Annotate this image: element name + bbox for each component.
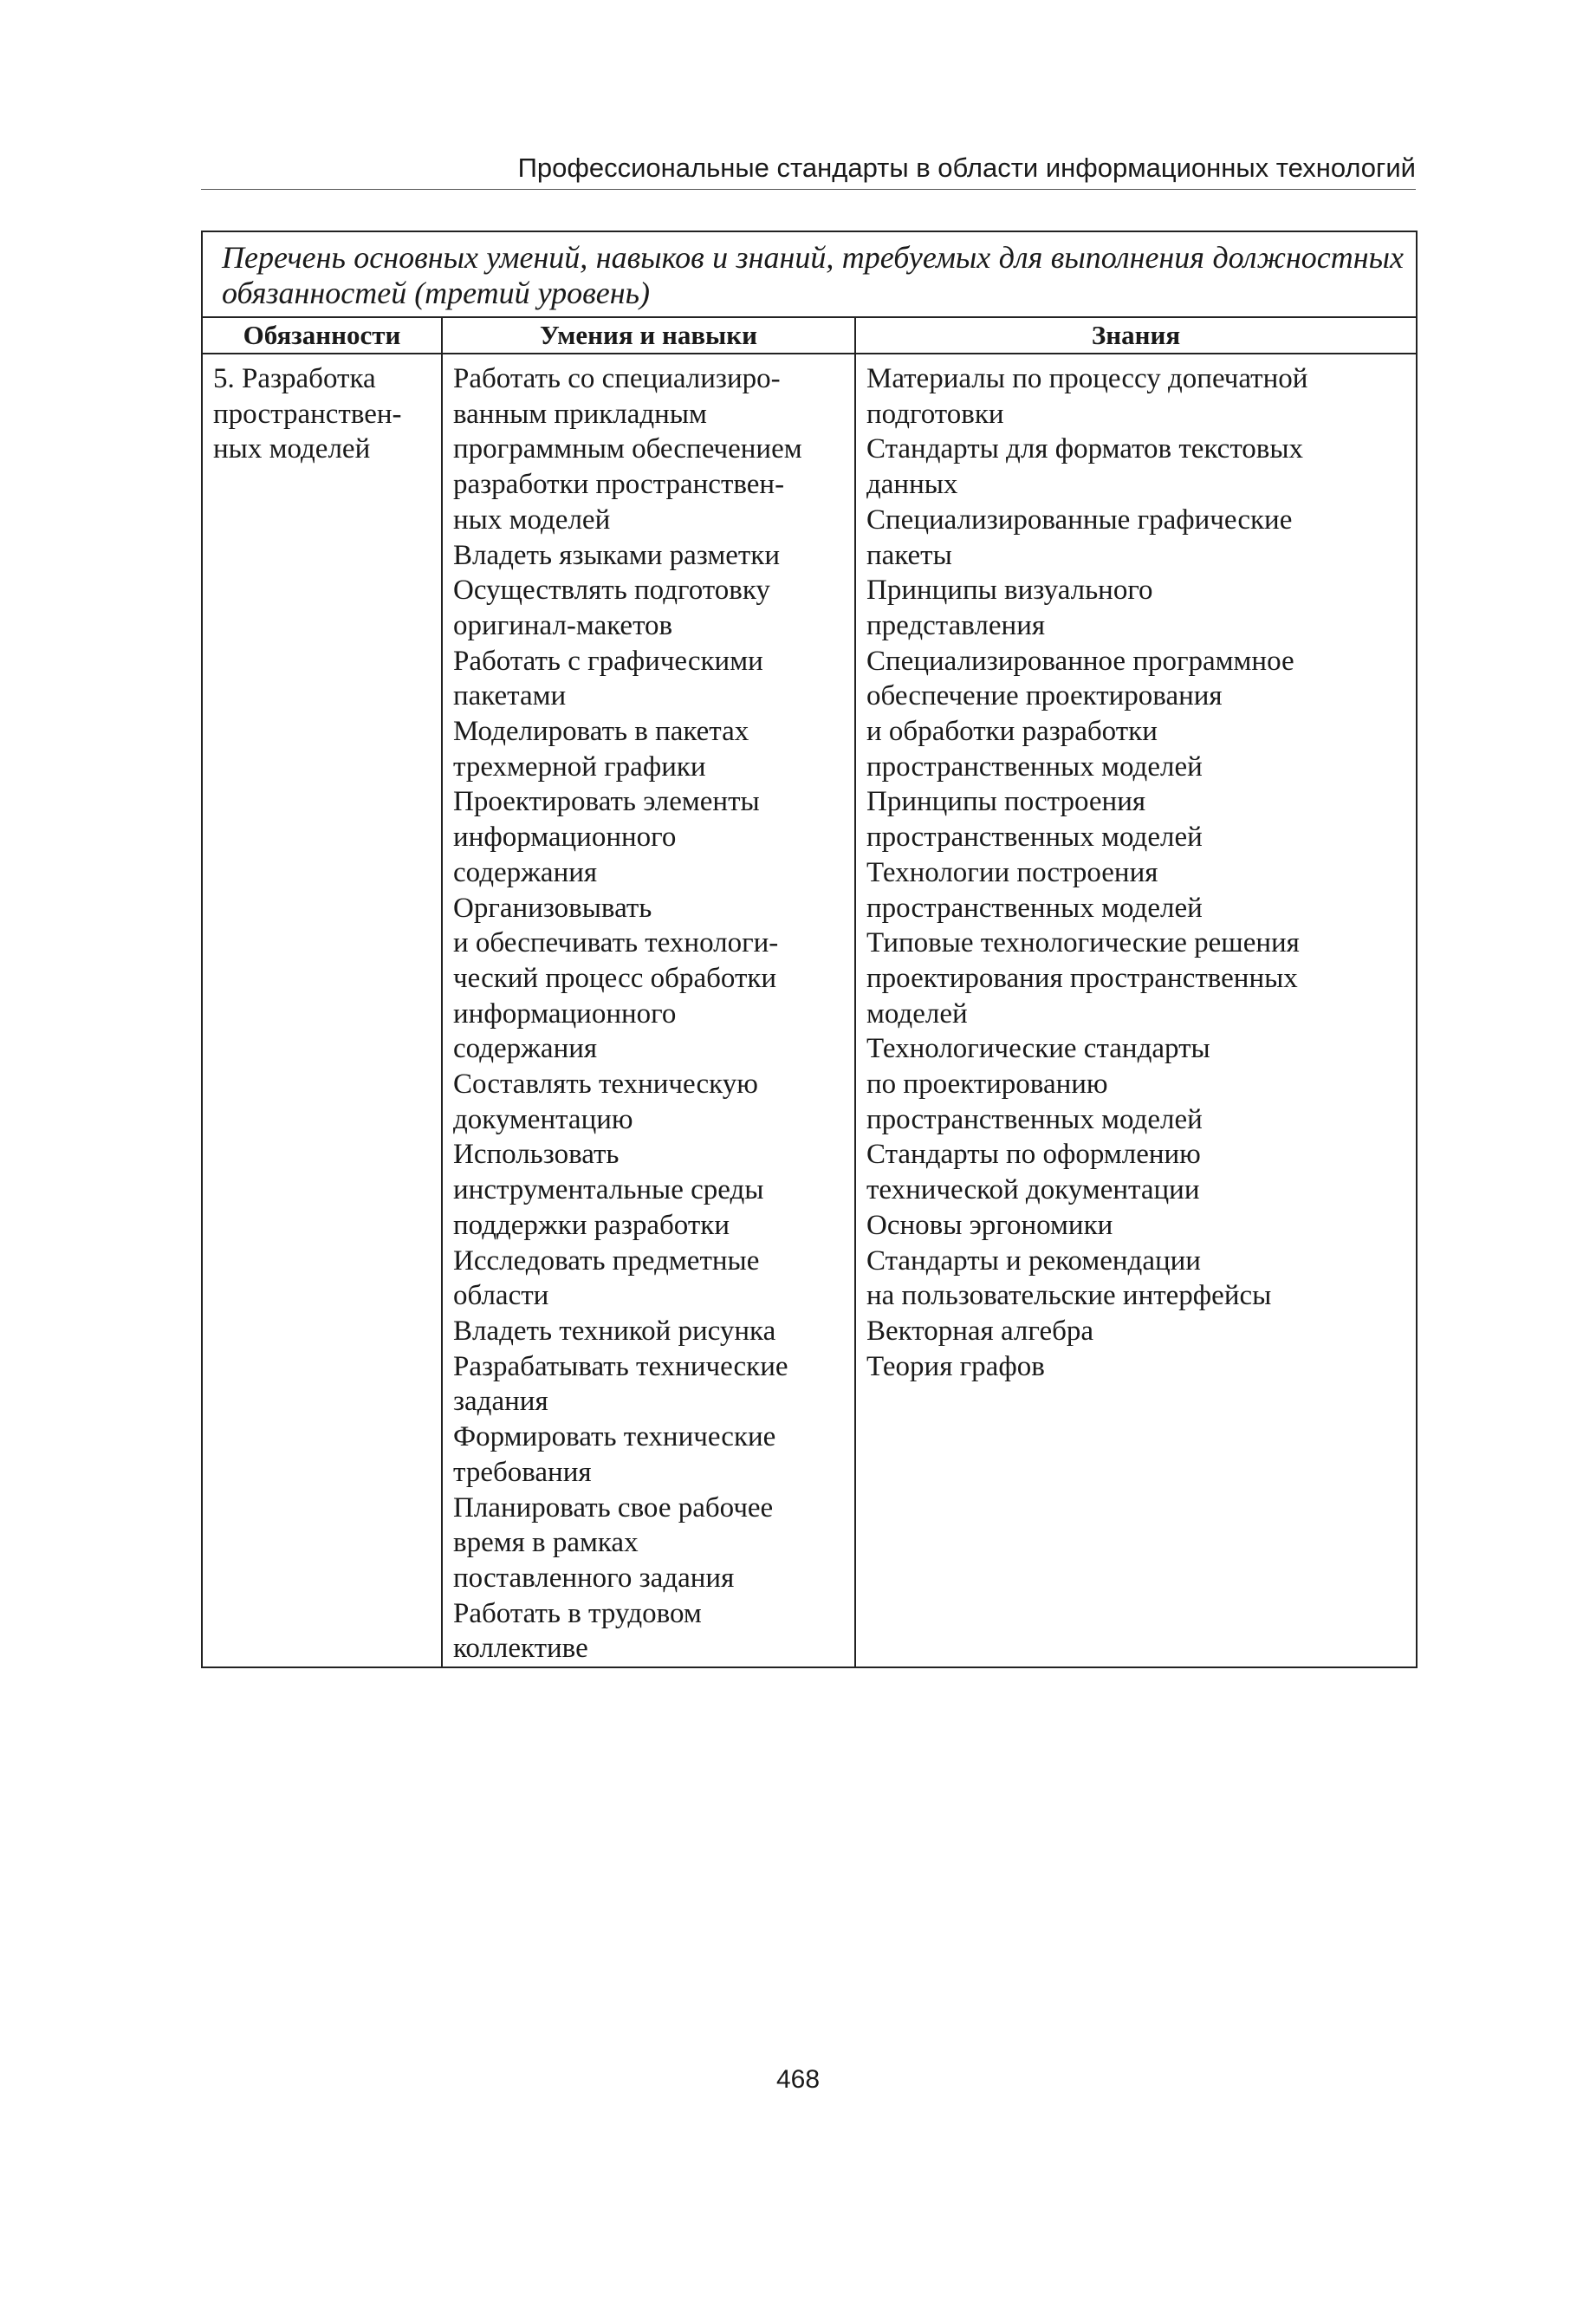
skill-line: задания xyxy=(453,1386,548,1418)
duties-cell xyxy=(202,354,442,1667)
knowledge-cell xyxy=(855,354,1417,1667)
knowledge-line: Технологические стандарты xyxy=(866,1033,1210,1065)
knowledge-line: пространственных моделей xyxy=(866,822,1203,854)
skill-line: оригинал-макетов xyxy=(453,609,673,641)
knowledge-line: обеспечение проектирования xyxy=(866,680,1223,712)
skills-cell xyxy=(442,354,855,1667)
knowledge-line: на пользовательские интерфейсы xyxy=(866,1280,1272,1312)
knowledge-line: Стандарты для форматов текстовых xyxy=(866,433,1304,465)
knowledge-line: пакеты xyxy=(866,539,952,571)
skill-line: требования xyxy=(453,1456,592,1488)
skill-line: Исследовать предметные xyxy=(453,1244,760,1277)
knowledge-line: и обработки разработки xyxy=(866,716,1158,748)
skill-line: Работать в трудовом xyxy=(453,1597,702,1629)
skill-line: программным обеспечением xyxy=(453,433,802,465)
knowledge-line: по проектированию xyxy=(866,1069,1108,1101)
knowledge-line: Теория графов xyxy=(866,1350,1045,1382)
knowledge-line: Специализированное программное xyxy=(866,645,1294,677)
duty-line: 5. Разработка xyxy=(213,363,376,394)
skill-line: ных моделей xyxy=(453,504,611,536)
skill-line: области xyxy=(453,1280,549,1312)
knowledge-line: пространственных моделей xyxy=(866,892,1203,924)
skill-line: информационного xyxy=(453,997,677,1030)
skill-line: Организовывать xyxy=(453,892,652,924)
skill-line: Работать с графическими xyxy=(453,645,763,677)
knowledge-line: Материалы по процессу допечатной xyxy=(866,363,1308,394)
skill-line: Осуществлять подготовку xyxy=(453,575,770,607)
duty-line: пространствен- xyxy=(213,398,402,430)
skill-line: трехмерной графики xyxy=(453,750,706,783)
skill-line: Формировать технические xyxy=(453,1421,776,1453)
table-header-row xyxy=(202,317,1417,354)
knowledge-line: пространственных моделей xyxy=(866,1103,1203,1135)
knowledge-line: Специализированные графические xyxy=(866,504,1293,536)
column-header-knowledge: Знания xyxy=(855,317,1417,354)
knowledge-line: моделей xyxy=(866,997,968,1030)
skill-line: содержания xyxy=(453,856,598,888)
skill-line: Использовать xyxy=(453,1139,620,1171)
knowledge-line: Технологии построения xyxy=(866,856,1158,888)
skill-line: документацию xyxy=(453,1103,633,1135)
knowledge-line: пространственных моделей xyxy=(866,750,1203,783)
knowledge-line: данных xyxy=(866,469,958,501)
knowledge-line: проектирования пространственных xyxy=(866,962,1298,994)
skill-line: Составлять техническую xyxy=(453,1069,758,1101)
knowledge-line: Основы эргономики xyxy=(866,1209,1113,1241)
knowledge-line: Стандарты и рекомендации xyxy=(866,1244,1201,1277)
skill-line: ванным прикладным xyxy=(453,398,707,430)
table-row xyxy=(202,354,1417,1667)
knowledge-line: Типовые технологические решения xyxy=(866,927,1300,959)
skill-line: коллективе xyxy=(453,1633,588,1665)
skill-line: Планировать свое рабочее xyxy=(453,1491,774,1524)
knowledge-line: Стандарты по оформлению xyxy=(866,1139,1201,1171)
skill-line: содержания xyxy=(453,1033,598,1065)
skill-line: Владеть языками разметки xyxy=(453,539,781,571)
skill-line: разработки пространствен- xyxy=(453,469,785,501)
skill-line: Разрабатывать технические xyxy=(453,1350,788,1382)
column-header-duties: Обязанности xyxy=(202,317,442,354)
table-caption: Перечень основных умений, навыков и знаний, требуемых для выполнения должностных обязанностей (третий уровень) xyxy=(202,231,1417,317)
skill-line: инструментальные среды xyxy=(453,1174,764,1206)
running-header: Профессиональные стандарты в области информационных технологий xyxy=(201,147,1416,190)
skill-line: поставленного задания xyxy=(453,1562,735,1594)
knowledge-line: представления xyxy=(866,609,1046,641)
knowledge-line: Принципы построения xyxy=(866,786,1146,818)
page-number: 468 xyxy=(775,2065,821,2094)
skill-line: и обеспечивать технологи- xyxy=(453,927,779,959)
column-header-skills: Умения и навыки xyxy=(442,317,855,354)
skill-line: время в рамках xyxy=(453,1527,639,1559)
skill-line: Работать со специализиро- xyxy=(453,363,781,394)
skill-line: пакетами xyxy=(453,680,567,712)
skill-line: ческий процесс обработки xyxy=(453,962,777,994)
knowledge-line: Принципы визуального xyxy=(866,575,1153,607)
competency-table xyxy=(201,231,1418,1668)
table-caption-row xyxy=(202,231,1417,317)
knowledge-line: подготовки xyxy=(866,398,1004,430)
skill-line: информационного xyxy=(453,822,677,854)
skill-line: поддержки разработки xyxy=(453,1209,730,1241)
skill-line: Проектировать элементы xyxy=(453,786,760,818)
skill-line: Владеть техникой рисунка xyxy=(453,1315,776,1347)
knowledge-line: Векторная алгебра xyxy=(866,1315,1094,1347)
skill-line: Моделировать в пакетах xyxy=(453,716,749,748)
knowledge-line: технической документации xyxy=(866,1174,1200,1206)
duty-line: ных моделей xyxy=(213,433,371,465)
